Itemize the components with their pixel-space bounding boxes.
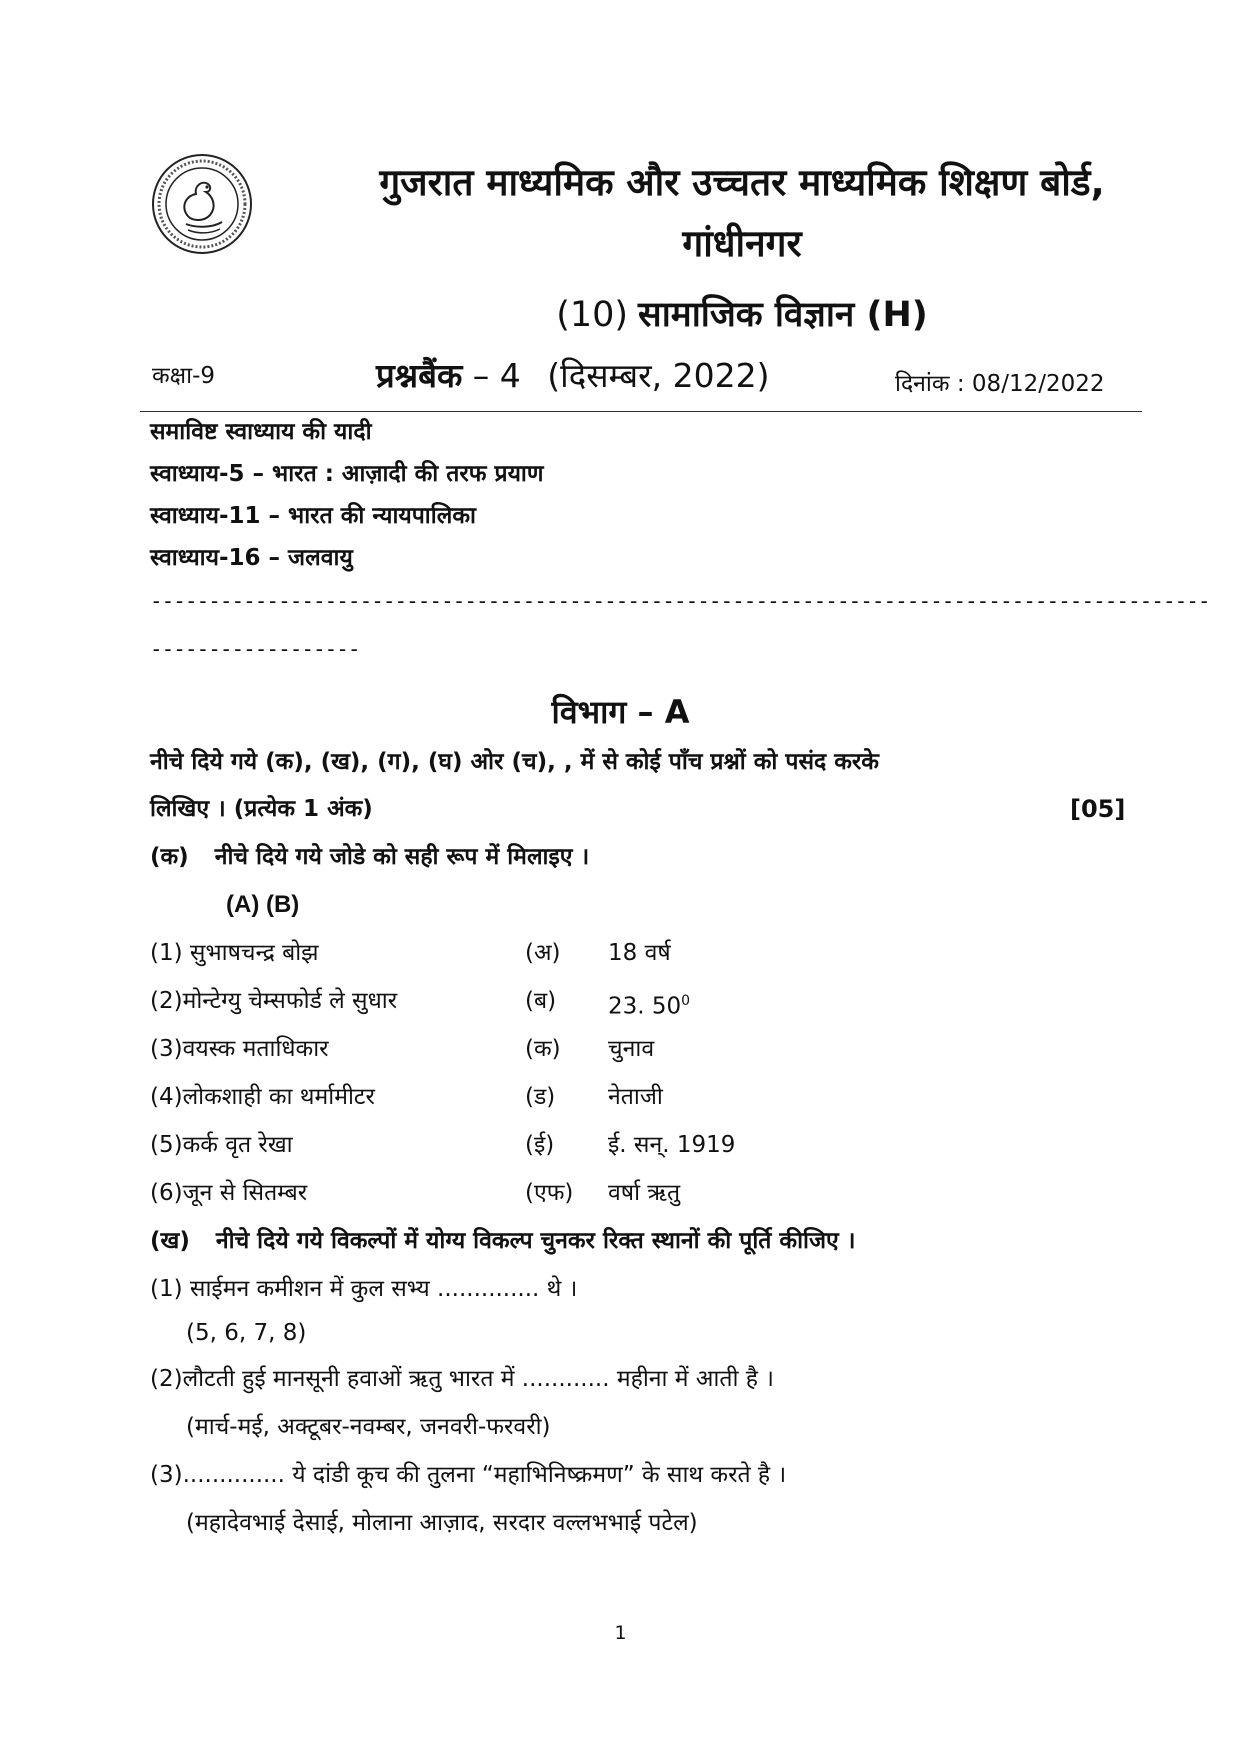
board-seal-logo (150, 152, 254, 256)
match-code: (ब) (525, 988, 557, 1014)
match-right: चुनाव (608, 1036, 655, 1062)
fill-blank-options: (महादेवभाई देसाई, मोलाना आज़ाद, सरदार वल्लभभाई पटेल) (186, 1510, 698, 1536)
question-text: नीचे दिये गये विकल्पों में योग्य विकल्प चुनकर रिक्त स्थानों की पूर्ति कीजिए । (215, 1228, 856, 1254)
fill-blank-question: (2)लौटती हुई मानसूनी हवाओं ऋतु भारत में ............ महीना में आती है । (150, 1366, 774, 1392)
match-code: (ड) (525, 1084, 556, 1110)
match-right: 18 वर्ष (608, 940, 671, 966)
match-code: (अ) (525, 940, 561, 966)
question-bank-number: – 4 (472, 356, 521, 395)
match-left: (5)कर्क वृत रेखा (150, 1132, 293, 1158)
dashed-divider-short: ------------------ (150, 637, 360, 661)
question-bank-title: प्रश्नबैंक (376, 356, 463, 395)
match-code: (क) (525, 1036, 561, 1062)
question-label: (ख) (150, 1228, 190, 1254)
subject-code: (10) (556, 295, 629, 335)
subject-name: सामाजिक विज्ञान (H) (638, 295, 928, 335)
syllabus-item: स्वाध्याय-5 – भारत : आज़ादी की तरफ प्रयाण (150, 461, 544, 487)
degree-superscript: 0 (681, 993, 691, 1009)
section-marks: [05] (1070, 795, 1126, 823)
match-right: नेताजी (608, 1084, 663, 1110)
fill-blank-question: (1) साईमन कमीशन में कुल सभ्य .............. थे । (150, 1276, 578, 1302)
match-left: (3)वयस्क मताधिकार (150, 1036, 329, 1062)
match-code: (ई) (525, 1132, 555, 1158)
dashed-divider: ------------------------------------------------------------------------------------------- (150, 589, 1210, 613)
fill-blank-options: (5, 6, 7, 8) (186, 1320, 307, 1346)
board-city: गांधीनगर (682, 222, 802, 265)
page-number: 1 (614, 1622, 627, 1644)
match-right-value: 23. 50 (608, 993, 682, 1020)
match-right: ई. सन्. 1919 (608, 1132, 736, 1158)
header-divider (140, 411, 1142, 412)
fill-blank-options: (मार्च-मई, अक्टूबर-नवम्बर, जनवरी-फरवरी) (186, 1414, 551, 1440)
section-title: विभाग – A (551, 693, 690, 731)
subject-line (262, 290, 1222, 340)
question-label: (क) (150, 844, 189, 870)
class-label: कक्षा-9 (152, 363, 216, 389)
match-left: (6)जून से सितम्बर (150, 1180, 308, 1206)
question-ka (150, 840, 589, 874)
exam-date: दिनांक : 08/12/2022 (895, 371, 1105, 397)
section-instruction: नीचे दिये गये (क), (ख), (ग), (घ) ओर (च), , में से कोई पाँच प्रश्नों को पसंद करके (150, 749, 879, 775)
question-kha (150, 1224, 856, 1258)
match-column-header: (A) (B) (226, 891, 300, 918)
syllabus-item: स्वाध्याय-11 – भारत की न्यायपालिका (150, 503, 476, 529)
syllabus-item: स्वाध्याय-16 – जलवायु (150, 545, 353, 571)
match-code: (एफ) (525, 1180, 574, 1206)
board-title: गुजरात माध्यमिक और उच्चतर माध्यमिक शिक्षण बोर्ड, (379, 161, 1105, 204)
syllabus-heading: समाविष्ट स्वाध्याय की यादी (150, 419, 372, 445)
match-right (608, 984, 690, 1024)
match-left: (1) सुभाषचन्द्र बोझ (150, 940, 319, 966)
question-text: नीचे दिये गये जोडे को सही रूप में मिलाइए । (214, 844, 590, 870)
match-left: (4)लोकशाही का थर्मामीटर (150, 1084, 375, 1110)
fill-blank-question: (3).............. ये दांडी कूच की तुलना “महाभिनिष्क्रमण” के साथ करते है । (150, 1462, 787, 1488)
section-instruction: लिखिए । (प्रत्येक 1 अंक) (150, 796, 373, 822)
question-bank-heading (376, 355, 769, 397)
question-bank-period: (दिसम्बर, 2022) (547, 356, 770, 395)
match-right: वर्षा ऋतु (608, 1180, 681, 1206)
match-left: (2)मोन्टेग्यु चेम्सफोर्ड ले सुधार (150, 988, 398, 1014)
